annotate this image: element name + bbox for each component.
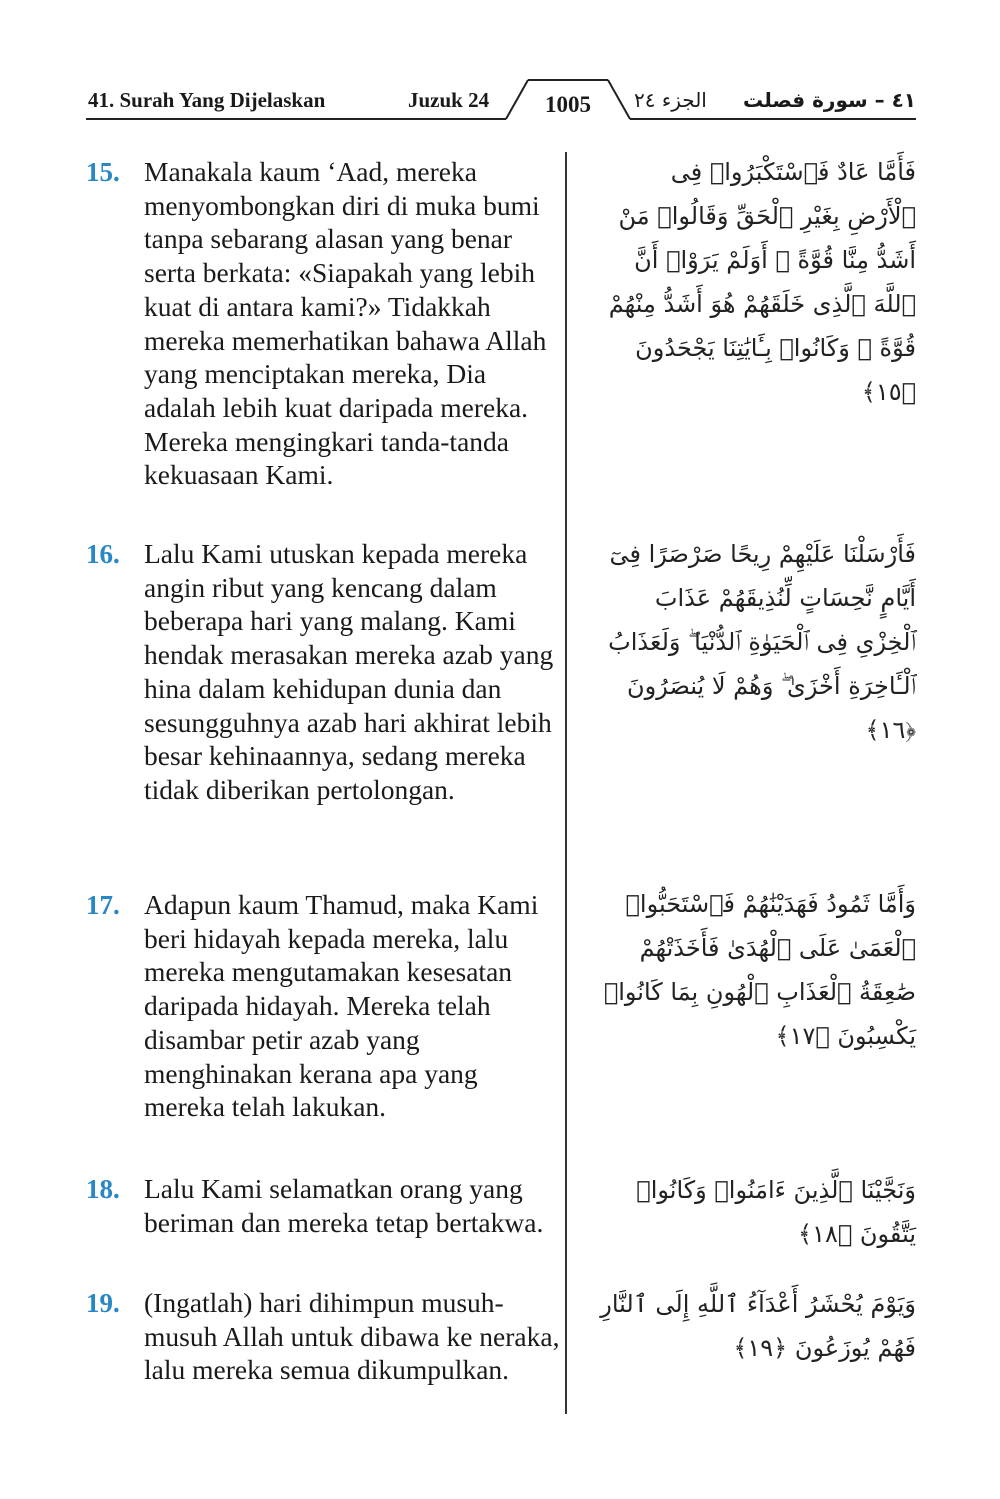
- arabic-verse: وَيَوْمَ يُحْشَرُ أَعْدَآءُ ٱللَّهِ إِلَى ٱلنَّارِ فَهُمْ يُوزَعُونَ ﴿١٩﴾: [600, 1290, 916, 1362]
- verse-number: 17.: [86, 890, 120, 920]
- arabic-verse: وَأَمَّا ثَمُودُ فَهَدَيْنَٰهُمْ فَٱسْتَحَبُّوا۟ ٱلْعَمَىٰ عَلَى ٱلْهُدَىٰ فَأَخَذَتْهُمْ صَٰعِقَةُ ٱلْعَذَابِ ٱلْهُونِ بِمَا كَانُوا۟ يَكْسِبُونَ ﴿١٧﴾: [603, 890, 916, 1050]
- verse-number: 16.: [86, 539, 120, 569]
- arabic-verse: فَأَرْسَلْنَا عَلَيْهِمْ رِيحًا صَرْصَرًا فِىٓ أَيَّامٍ نَّحِسَاتٍ لِّنُذِيقَهُمْ عَذَابَ ٱلْخِزْىِ فِى ٱلْحَيَوٰةِ ٱلدُّنْيَا ۖ وَلَعَذَابُ ٱلْـَٔاخِرَةِ أَخْزَىٰ ۖ وَهُمْ لَا يُنصَرُونَ ﴿١٦﴾: [608, 540, 916, 744]
- arabic-surah-title: ٤١ – سورة فصلت: [743, 88, 916, 112]
- verse-number: 15.: [86, 157, 120, 187]
- verse-translation: Lalu Kami selamatkan orang yang beriman dan mereka tetap bertakwa.: [144, 1173, 544, 1238]
- juzuk-label: Juzuk 24: [408, 88, 490, 112]
- verse-number: 19.: [86, 1288, 120, 1318]
- verse-translation: Manakala kaum ‘Aad, mereka menyombongkan diri di muka bumi tanpa sebarang alasan yang benar serta berkata: «Siapakah yang lebih kuat di antara kami?» Tidakkah mereka memerhatikan bahawa Allah yang menciptakan mereka, Dia adalah lebih kuat daripada mereka. Mereka mengingkari tanda-tanda kekuasaan Kami.: [144, 156, 547, 491]
- page-header: [86, 78, 916, 122]
- verse-number: 18.: [86, 1174, 120, 1204]
- page-number: 1005: [545, 92, 591, 117]
- arabic-verse: فَأَمَّا عَادٌ فَٱسْتَكْبَرُوا۟ فِى ٱلْأَرْضِ بِغَيْرِ ٱلْحَقِّ وَقَالُوا۟ مَنْ أَشَدُّ مِنَّا قُوَّةً ۖ أَوَلَمْ يَرَوْا۟ أَنَّ ٱللَّهَ ٱلَّذِى خَلَقَهُمْ هُوَ أَشَدُّ مِنْهُمْ قُوَّةً ۖ وَكَانُوا۟ بِـَٔايَٰتِنَا يَجْحَدُونَ ﴿١٥﴾: [608, 158, 916, 406]
- verse-translation: Adapun kaum Thamud, maka Kami beri hidayah kepada mereka, lalu mereka mengutamakan kesesatan daripada hidayah. Mereka telah disambar petir azab yang menghinakan kerana apa yang mereka telah lakukan.: [144, 889, 539, 1123]
- surah-title: 41. Surah Yang Dijelaskan: [88, 88, 326, 112]
- column-divider: [565, 152, 567, 1414]
- verse-translation: Lalu Kami utuskan kepada mereka angin ribut yang kencang dalam beberapa hari yang malang. Kami hendak merasakan mereka azab yang hina dalam kehidupan dunia dan sesungguhnya azab hari akhirat lebih besar kehinaannya, sedang mereka tidak diberikan pertolongan.: [144, 538, 554, 805]
- verse-translation: (Ingatlah) hari dihimpun musuh-musuh Allah untuk dibawa ke neraka, lalu mereka semua dikumpulkan.: [144, 1287, 560, 1386]
- arabic-juz-label: الجزء ٢٤: [634, 88, 707, 112]
- arabic-verse: وَنَجَّيْنَا ٱلَّذِينَ ءَامَنُوا۟ وَكَانُوا۟ يَتَّقُونَ ﴿١٨﴾: [636, 1176, 916, 1248]
